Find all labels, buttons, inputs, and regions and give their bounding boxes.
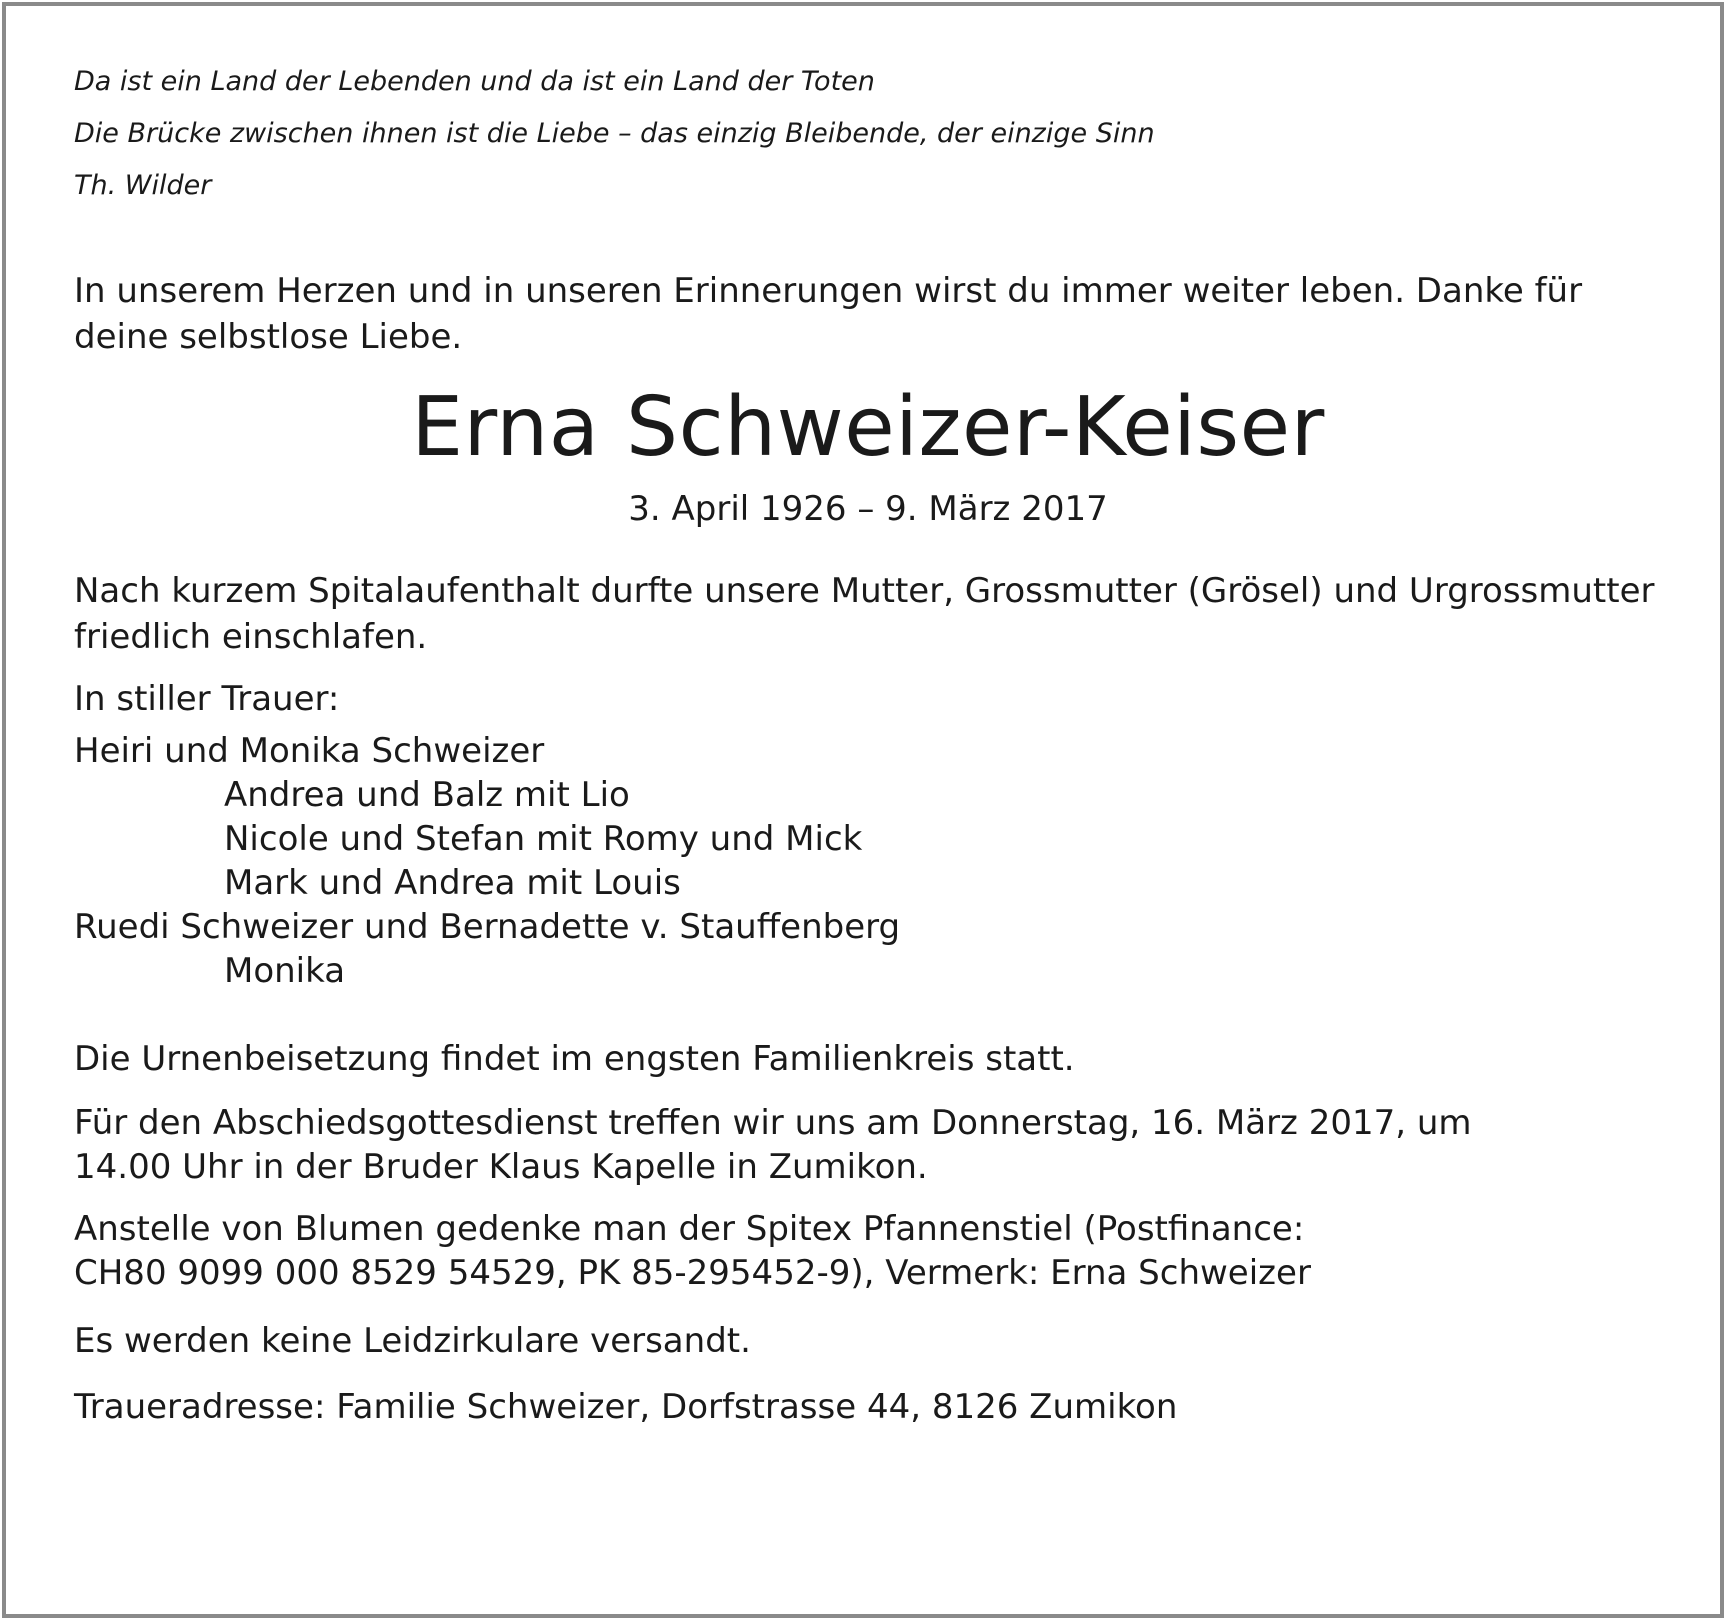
- service-notice-line-1: Für den Abschiedsgottesdienst treffen wir uns am Donnerstag, 16. März 2017, um: [74, 1103, 1472, 1143]
- mourner-entry: Nicole und Stefan mit Romy und Mick: [224, 819, 863, 859]
- mourners-heading: In stiller Trauer:: [74, 679, 340, 719]
- announcement-line-1: Nach kurzem Spitalaufenthalt durfte unsere Mutter, Grossmutter (Grösel) und Urgrossmutter: [74, 571, 1655, 611]
- mourner-entry: Ruedi Schweizer und Bernadette v. Stauffenberg: [74, 907, 901, 947]
- burial-notice: Die Urnenbeisetzung findet im engsten Familienkreis statt.: [74, 1039, 1075, 1079]
- life-dates: 3. April 1926 – 9. März 2017: [628, 489, 1108, 529]
- circulars-notice: Es werden keine Leidzirkulare versandt.: [74, 1321, 751, 1361]
- mourner-entry: Mark und Andrea mit Louis: [224, 863, 681, 903]
- intro-line-2: deine selbstlose Liebe.: [74, 317, 463, 357]
- mourner-entry: Heiri und Monika Schweizer: [74, 731, 545, 771]
- deceased-name: Erna Schweizer-Keiser: [411, 380, 1325, 475]
- motto-line-2: Die Brücke zwischen ihnen ist die Liebe – das einzig Bleibende, der einzige Sinn: [74, 118, 1155, 149]
- donation-notice-line-1: Anstelle von Blumen gedenke man der Spitex Pfannenstiel (Postfinance:: [74, 1209, 1305, 1249]
- service-notice-line-2: 14.00 Uhr in der Bruder Klaus Kapelle in Zumikon.: [74, 1147, 928, 1187]
- motto-author: Th. Wilder: [74, 170, 212, 201]
- donation-notice-line-2: CH80 9099 000 8529 54529, PK 85-295452-9), Vermerk: Erna Schweizer: [74, 1253, 1311, 1293]
- mourner-entry: Andrea und Balz mit Lio: [224, 775, 630, 815]
- announcement-line-2: friedlich einschlafen.: [74, 617, 428, 657]
- obituary-frame: [2, 2, 1724, 1618]
- intro-line-1: In unserem Herzen und in unseren Erinnerungen wirst du immer weiter leben. Danke für: [74, 271, 1583, 311]
- mourning-address: Traueradresse: Familie Schweizer, Dorfstrasse 44, 8126 Zumikon: [74, 1387, 1178, 1427]
- mourner-entry: Monika: [224, 951, 346, 991]
- motto-line-1: Da ist ein Land der Lebenden und da ist ein Land der Toten: [74, 66, 875, 97]
